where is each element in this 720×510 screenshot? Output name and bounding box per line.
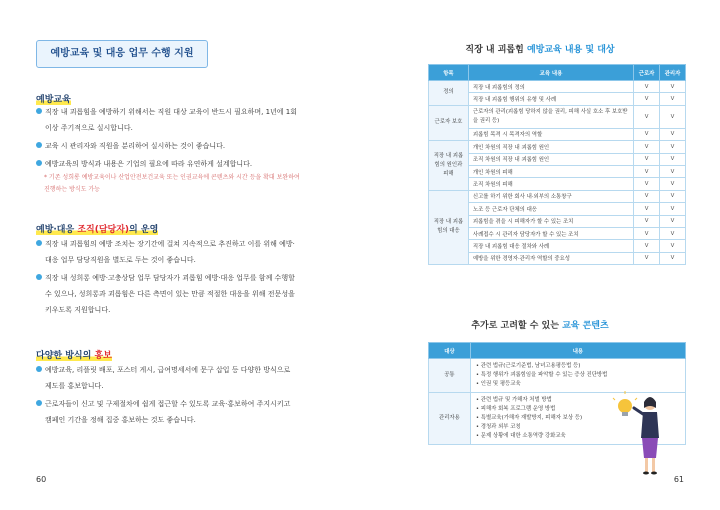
contents-item: • 특별교육(가해자 재발방지, 피해자 보상 등) xyxy=(475,415,583,421)
section-heading-organization xyxy=(36,222,158,235)
worker-check: V xyxy=(634,153,660,165)
page-number-left: 60 xyxy=(36,475,47,484)
worker-check: V xyxy=(634,128,660,140)
table-row xyxy=(429,81,686,93)
category-cell: 직장 내 괴롭힘의 원인과 피해 xyxy=(429,141,469,191)
manager-check: V xyxy=(660,93,686,105)
worker-check: V xyxy=(634,93,660,105)
content-cell: 조직 차원의 직장 내 괴롭힘 원인 xyxy=(468,153,633,165)
contents-item: • 경청과 외부 코칭 xyxy=(475,424,521,430)
education-table xyxy=(428,64,686,265)
table-header-cell: 내용 xyxy=(470,343,685,359)
bullet-item: 직장 내 성희롱 예방·고충상담 업무 담당자가 괴롭힘 예방·대응 업무를 함께 수행할 수 있으나, 성희롱과 괴롭힘은 다른 측면이 있는 만큼 적절한 대응을 위해 전문성을 키우도록 지원합니다. xyxy=(36,270,298,318)
manager-check: V xyxy=(660,203,686,215)
worker-check: V xyxy=(634,215,660,227)
table1-title: 직장 내 괴롭힘 예방교육 내용 및 대상 xyxy=(465,45,615,55)
content-cell: 직장 내 괴롭힘 대응 절차와 사례 xyxy=(468,240,633,252)
content-cell: 사례접수 시 관리자 담당자가 할 수 있는 조치 xyxy=(468,227,633,239)
worker-check: V xyxy=(634,178,660,190)
right-page xyxy=(360,0,720,510)
contents-item: • 관련 법규(근로기준법, 남녀고용평등법 등) xyxy=(475,363,581,369)
section-heading-text: 예방교육 xyxy=(36,95,71,105)
worker-check: V xyxy=(634,165,660,177)
worker-check: V xyxy=(634,141,660,153)
manager-check: V xyxy=(660,227,686,239)
table2-title: 추가로 고려할 수 있는 교육 콘텐츠 xyxy=(471,321,609,331)
category-cell: 직장 내 괴롭힘의 대응 xyxy=(429,190,469,264)
worker-check: V xyxy=(634,105,660,128)
promotion-bullets xyxy=(36,362,298,430)
bullet-item: 예방교육, 리플릿 배포, 포스터 게시, 급여명세서에 문구 삽입 등 다양한 방식으로 제도를 홍보합니다. xyxy=(36,362,298,394)
table2-title-accent: 교육 콘텐츠 xyxy=(562,321,609,331)
table-header-cell: 대상 xyxy=(429,343,471,359)
table-header-row xyxy=(429,343,686,359)
worker-check: V xyxy=(634,203,660,215)
contents-item: • 피해자 회복 프로그램 운영 방법 xyxy=(475,406,556,412)
category-cell: 정의 xyxy=(429,81,469,106)
content-cell: 노조 등 근로자 단체의 대응 xyxy=(468,203,633,215)
table-header-cell: 관리자 xyxy=(660,65,686,81)
heading-part: 다양한 방식의 xyxy=(36,351,95,361)
contents-item: • 문제 상황에 대한 소통역량 강화교육 xyxy=(475,433,566,439)
section-heading-promotion xyxy=(36,348,112,361)
table-header-cell: 근로자 xyxy=(634,65,660,81)
content-cell: 조직 차원의 피해 xyxy=(468,178,633,190)
content-cell: 예방을 위한 경영자·관리자 역할의 중요성 xyxy=(468,252,633,264)
manager-check: V xyxy=(660,215,686,227)
education-bullets xyxy=(36,104,298,174)
manager-check: V xyxy=(660,165,686,177)
content-cell: 괴롭힘 목격 시 목격자의 역할 xyxy=(468,128,633,140)
heading-part: 의 운영 xyxy=(129,225,159,235)
organization-bullets xyxy=(36,236,298,320)
worker-check: V xyxy=(634,240,660,252)
contents-item: • 인권 및 평등교육 xyxy=(475,381,521,387)
content-cell: 직장 내 괴롭힘의 정의 xyxy=(468,81,633,93)
category-cell: 근로자 보호 xyxy=(429,105,469,140)
lightbulb-icon xyxy=(613,391,637,416)
manager-check: V xyxy=(660,240,686,252)
worker-check: V xyxy=(634,190,660,202)
target-cell: 공통 xyxy=(429,359,471,393)
manager-check: V xyxy=(660,252,686,264)
worker-check: V xyxy=(634,81,660,93)
education-note: * 기존 성희롱 예방교육이나 산업안전보건교육 또는 인권교육에 콘텐츠와 시간 등을 확대 보완하여 진행하는 방식도 가능 xyxy=(44,174,300,193)
bullet-item: 직장 내 괴롭힘을 예방하기 위해서는 직원 대상 교육이 반드시 필요하며, 1년에 1회 이상 주기적으로 실시합니다. xyxy=(36,104,298,136)
heading-red-part: 조직(담당자) xyxy=(77,225,130,235)
table-header-cell: 교육 내용 xyxy=(468,65,633,81)
table1-title-accent: 예방교육 내용 및 대상 xyxy=(526,45,615,55)
content-cell: 근로자의 관리(괴롭힘 당하지 않을 권리, 피해 사실 호소 후 보호받을 권리 등) xyxy=(468,105,633,128)
bullet-item: 근로자들이 신고 및 구제절차에 쉽게 접근할 수 있도록 교육·홍보하여 주지시키고 캠페인 기간을 정해 집중 홍보하는 것도 좋습니다. xyxy=(36,396,298,428)
table-header-row xyxy=(429,65,686,81)
bullet-item: 예방교육의 방식과 내용은 기업의 필요에 따라 유연하게 설계합니다. xyxy=(36,156,298,172)
manager-check: V xyxy=(660,128,686,140)
heading-red-part: 홍보 xyxy=(94,351,112,361)
table-row xyxy=(429,190,686,202)
page-number-right: 61 xyxy=(673,475,684,484)
worker-check: V xyxy=(634,252,660,264)
woman-figure-icon xyxy=(612,388,672,478)
manager-check: V xyxy=(660,141,686,153)
page-title-box xyxy=(36,40,208,68)
content-cell: 괴롭힘을 겪을 시 피해자가 할 수 있는 조치 xyxy=(468,215,633,227)
bullet-item: 교육 시 관리자와 직원을 분리하여 실시하는 것이 좋습니다. xyxy=(36,138,298,154)
manager-check: V xyxy=(660,190,686,202)
table-row xyxy=(429,105,686,128)
page-title: 예방교육 및 대응 업무 수행 지원 xyxy=(50,48,194,59)
manager-check: V xyxy=(660,81,686,93)
table-row xyxy=(429,141,686,153)
manager-check: V xyxy=(660,178,686,190)
target-cell: 관리자용 xyxy=(429,393,471,445)
contents-item: • 특정 행위가 괴롭힘임을 파악할 수 있는 증상 진단방법 xyxy=(475,372,608,378)
content-cell: 개인 차원의 직장 내 괴롭힘 원인 xyxy=(468,141,633,153)
table-header-cell: 항목 xyxy=(429,65,469,81)
manager-check: V xyxy=(660,105,686,128)
manager-check: V xyxy=(660,153,686,165)
content-cell: 신고를 하기 위한 회사 내·외부의 소통창구 xyxy=(468,190,633,202)
content-cell: 직장 내 괴롭힘 행위의 유형 및 사례 xyxy=(468,93,633,105)
content-cell: 개인 차원의 피해 xyxy=(468,165,633,177)
heading-part: 예방·대응 xyxy=(36,225,78,235)
worker-check: V xyxy=(634,227,660,239)
bullet-item: 직장 내 괴롭힘의 예방 조치는 장기간에 걸쳐 지속적으로 추진하고 이를 위해 예방·대응 업무 담당직원을 별도로 두는 것이 좋습니다. xyxy=(36,236,298,268)
contents-item: • 관련 법규 및 가해자 처벌 방법 xyxy=(475,397,552,403)
